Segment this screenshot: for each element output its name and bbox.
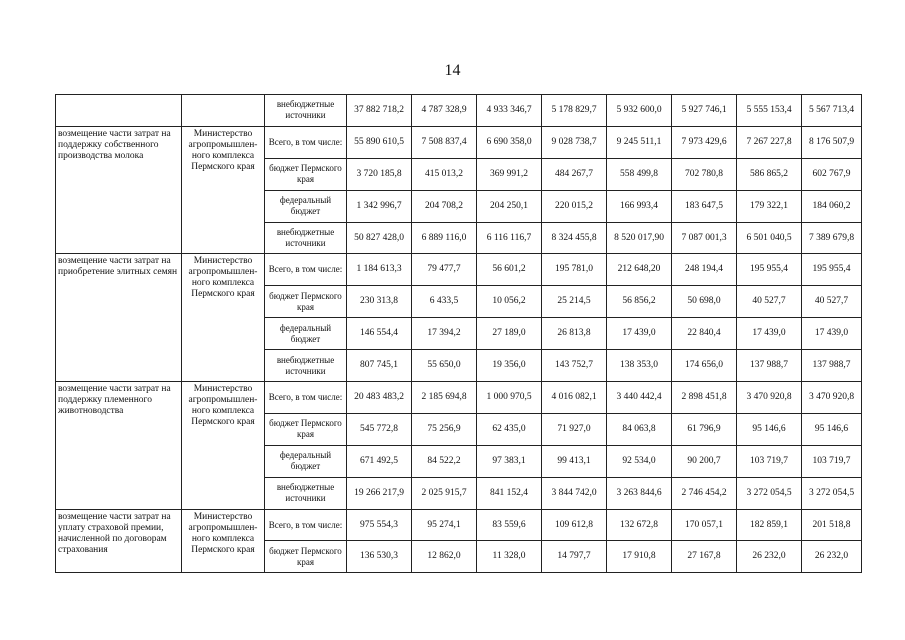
amount-cell: 195 955,4: [737, 254, 802, 286]
measure-name-cell: возмещение части затрат на уплату страховой премии, начисленной по договорам страхования: [56, 509, 182, 573]
amount-cell: 55 650,0: [412, 350, 477, 382]
amount-cell: 6 433,5: [412, 286, 477, 318]
amount-cell: 79 477,7: [412, 254, 477, 286]
funding-source-cell: федеральный бюджет: [265, 190, 347, 222]
amount-cell: 1 342 996,7: [347, 190, 412, 222]
table-row: [56, 254, 862, 286]
amount-cell: 586 865,2: [737, 158, 802, 190]
amount-cell: 7 087 001,3: [672, 222, 737, 254]
amount-cell: 136 530,3: [347, 541, 412, 573]
amount-cell: 5 555 153,4: [737, 95, 802, 127]
amount-cell: 5 567 713,4: [802, 95, 862, 127]
amount-cell: 183 647,5: [672, 190, 737, 222]
amount-cell: 5 927 746,1: [672, 95, 737, 127]
amount-cell: 8 520 017,90: [607, 222, 672, 254]
funding-source-cell: Всего, в том числе:: [265, 509, 347, 541]
amount-cell: 8 324 455,8: [542, 222, 607, 254]
page-number: 14: [444, 62, 461, 79]
amount-cell: 17 439,0: [802, 318, 862, 350]
amount-cell: 7 973 429,6: [672, 126, 737, 158]
amount-cell: 84 063,8: [607, 413, 672, 445]
amount-cell: 415 013,2: [412, 158, 477, 190]
amount-cell: 1 000 970,5: [477, 382, 542, 414]
amount-cell: 4 933 346,7: [477, 95, 542, 127]
amount-cell: 90 200,7: [672, 445, 737, 477]
amount-cell: 3 470 920,8: [737, 382, 802, 414]
amount-cell: 17 394,2: [412, 318, 477, 350]
amount-cell: 220 015,2: [542, 190, 607, 222]
executor-cell: [182, 95, 265, 127]
measure-name-cell: возмещение части затрат на поддержку племенного животноводства: [56, 382, 182, 510]
amount-cell: 137 988,7: [802, 350, 862, 382]
amount-cell: 195 955,4: [802, 254, 862, 286]
funding-source-cell: внебюджетные источники: [265, 222, 347, 254]
amount-cell: 7 389 679,8: [802, 222, 862, 254]
amount-cell: 1 184 613,3: [347, 254, 412, 286]
funding-source-cell: федеральный бюджет: [265, 445, 347, 477]
amount-cell: 20 483 483,2: [347, 382, 412, 414]
funding-source-cell: бюджет Пермского края: [265, 158, 347, 190]
executor-cell: Министерство агропромышлен-ного комплекса Пермского края: [182, 509, 265, 573]
amount-cell: 71 927,0: [542, 413, 607, 445]
amount-cell: 61 796,9: [672, 413, 737, 445]
amount-cell: 132 672,8: [607, 509, 672, 541]
amount-cell: 5 178 829,7: [542, 95, 607, 127]
executor-cell: Министерство агропромышлен-ного комплекса Пермского края: [182, 126, 265, 254]
amount-cell: 7 508 837,4: [412, 126, 477, 158]
measure-name-cell: возмещение части затрат на приобретение элитных семян: [56, 254, 182, 382]
funding-source-cell: внебюджетные источники: [265, 477, 347, 509]
amount-cell: 10 056,2: [477, 286, 542, 318]
amount-cell: 841 152,4: [477, 477, 542, 509]
table-body: [56, 95, 862, 573]
amount-cell: 95 274,1: [412, 509, 477, 541]
executor-cell: Министерство агропромышлен-ного комплекса Пермского края: [182, 254, 265, 382]
amount-cell: 56 601,2: [477, 254, 542, 286]
amount-cell: 9 245 511,1: [607, 126, 672, 158]
amount-cell: 103 719,7: [802, 445, 862, 477]
amount-cell: 84 522,2: [412, 445, 477, 477]
amount-cell: 50 698,0: [672, 286, 737, 318]
amount-cell: 50 827 428,0: [347, 222, 412, 254]
amount-cell: 6 690 358,0: [477, 126, 542, 158]
amount-cell: 5 932 600,0: [607, 95, 672, 127]
amount-cell: 702 780,8: [672, 158, 737, 190]
table-row: [56, 95, 862, 127]
amount-cell: 17 439,0: [737, 318, 802, 350]
amount-cell: 671 492,5: [347, 445, 412, 477]
amount-cell: 6 501 040,5: [737, 222, 802, 254]
table-row: [56, 509, 862, 541]
amount-cell: 138 353,0: [607, 350, 672, 382]
executor-cell: Министерство агропромышлен-ного комплекса Пермского края: [182, 382, 265, 510]
amount-cell: 195 781,0: [542, 254, 607, 286]
funding-source-cell: бюджет Пермского края: [265, 413, 347, 445]
amount-cell: 11 328,0: [477, 541, 542, 573]
budget-table: [55, 94, 862, 573]
amount-cell: 230 313,8: [347, 286, 412, 318]
amount-cell: 26 232,0: [802, 541, 862, 573]
amount-cell: 95 146,6: [737, 413, 802, 445]
amount-cell: 170 057,1: [672, 509, 737, 541]
amount-cell: 56 856,2: [607, 286, 672, 318]
amount-cell: 2 185 694,8: [412, 382, 477, 414]
amount-cell: 146 554,4: [347, 318, 412, 350]
amount-cell: 17 910,8: [607, 541, 672, 573]
amount-cell: 2 025 915,7: [412, 477, 477, 509]
amount-cell: 97 383,1: [477, 445, 542, 477]
amount-cell: 184 060,2: [802, 190, 862, 222]
amount-cell: 14 797,7: [542, 541, 607, 573]
amount-cell: 26 813,8: [542, 318, 607, 350]
amount-cell: 8 176 507,9: [802, 126, 862, 158]
amount-cell: 62 435,0: [477, 413, 542, 445]
amount-cell: 83 559,6: [477, 509, 542, 541]
amount-cell: 27 167,8: [672, 541, 737, 573]
amount-cell: 807 745,1: [347, 350, 412, 382]
amount-cell: 3 263 844,6: [607, 477, 672, 509]
amount-cell: 40 527,7: [802, 286, 862, 318]
amount-cell: 3 720 185,8: [347, 158, 412, 190]
funding-source-cell: Всего, в том числе:: [265, 126, 347, 158]
amount-cell: 27 189,0: [477, 318, 542, 350]
amount-cell: 9 028 738,7: [542, 126, 607, 158]
amount-cell: 6 889 116,0: [412, 222, 477, 254]
amount-cell: 3 272 054,5: [802, 477, 862, 509]
amount-cell: 75 256,9: [412, 413, 477, 445]
amount-cell: 12 862,0: [412, 541, 477, 573]
amount-cell: 3 272 054,5: [737, 477, 802, 509]
amount-cell: 212 648,20: [607, 254, 672, 286]
amount-cell: 19 266 217,9: [347, 477, 412, 509]
amount-cell: 37 882 718,2: [347, 95, 412, 127]
amount-cell: 143 752,7: [542, 350, 607, 382]
amount-cell: 248 194,4: [672, 254, 737, 286]
amount-cell: 6 116 116,7: [477, 222, 542, 254]
amount-cell: 92 534,0: [607, 445, 672, 477]
table-row: [56, 382, 862, 414]
amount-cell: 99 413,1: [542, 445, 607, 477]
amount-cell: 19 356,0: [477, 350, 542, 382]
amount-cell: 2 898 451,8: [672, 382, 737, 414]
amount-cell: 55 890 610,5: [347, 126, 412, 158]
amount-cell: 40 527,7: [737, 286, 802, 318]
amount-cell: 179 322,1: [737, 190, 802, 222]
amount-cell: 545 772,8: [347, 413, 412, 445]
amount-cell: 17 439,0: [607, 318, 672, 350]
amount-cell: 201 518,8: [802, 509, 862, 541]
funding-source-cell: внебюджетные источники: [265, 350, 347, 382]
amount-cell: 7 267 227,8: [737, 126, 802, 158]
amount-cell: 4 016 082,1: [542, 382, 607, 414]
amount-cell: 3 440 442,4: [607, 382, 672, 414]
amount-cell: 25 214,5: [542, 286, 607, 318]
amount-cell: 204 250,1: [477, 190, 542, 222]
amount-cell: 558 499,8: [607, 158, 672, 190]
table-row: [56, 126, 862, 158]
measure-name-cell: [56, 95, 182, 127]
amount-cell: 484 267,7: [542, 158, 607, 190]
amount-cell: 109 612,8: [542, 509, 607, 541]
amount-cell: 602 767,9: [802, 158, 862, 190]
amount-cell: 4 787 328,9: [412, 95, 477, 127]
amount-cell: 369 991,2: [477, 158, 542, 190]
amount-cell: 95 146,6: [802, 413, 862, 445]
amount-cell: 204 708,2: [412, 190, 477, 222]
funding-source-cell: Всего, в том числе:: [265, 382, 347, 414]
funding-source-cell: федеральный бюджет: [265, 318, 347, 350]
funding-source-cell: бюджет Пермского края: [265, 541, 347, 573]
amount-cell: 26 232,0: [737, 541, 802, 573]
funding-source-cell: Всего, в том числе:: [265, 254, 347, 286]
amount-cell: 3 844 742,0: [542, 477, 607, 509]
measure-name-cell: возмещение части затрат на поддержку собственного производства молока: [56, 126, 182, 254]
amount-cell: 22 840,4: [672, 318, 737, 350]
funding-source-cell: внебюджетные источники: [265, 95, 347, 127]
amount-cell: 166 993,4: [607, 190, 672, 222]
amount-cell: 137 988,7: [737, 350, 802, 382]
amount-cell: 174 656,0: [672, 350, 737, 382]
amount-cell: 2 746 454,2: [672, 477, 737, 509]
amount-cell: 975 554,3: [347, 509, 412, 541]
amount-cell: 3 470 920,8: [802, 382, 862, 414]
amount-cell: 103 719,7: [737, 445, 802, 477]
funding-source-cell: бюджет Пермского края: [265, 286, 347, 318]
amount-cell: 182 859,1: [737, 509, 802, 541]
